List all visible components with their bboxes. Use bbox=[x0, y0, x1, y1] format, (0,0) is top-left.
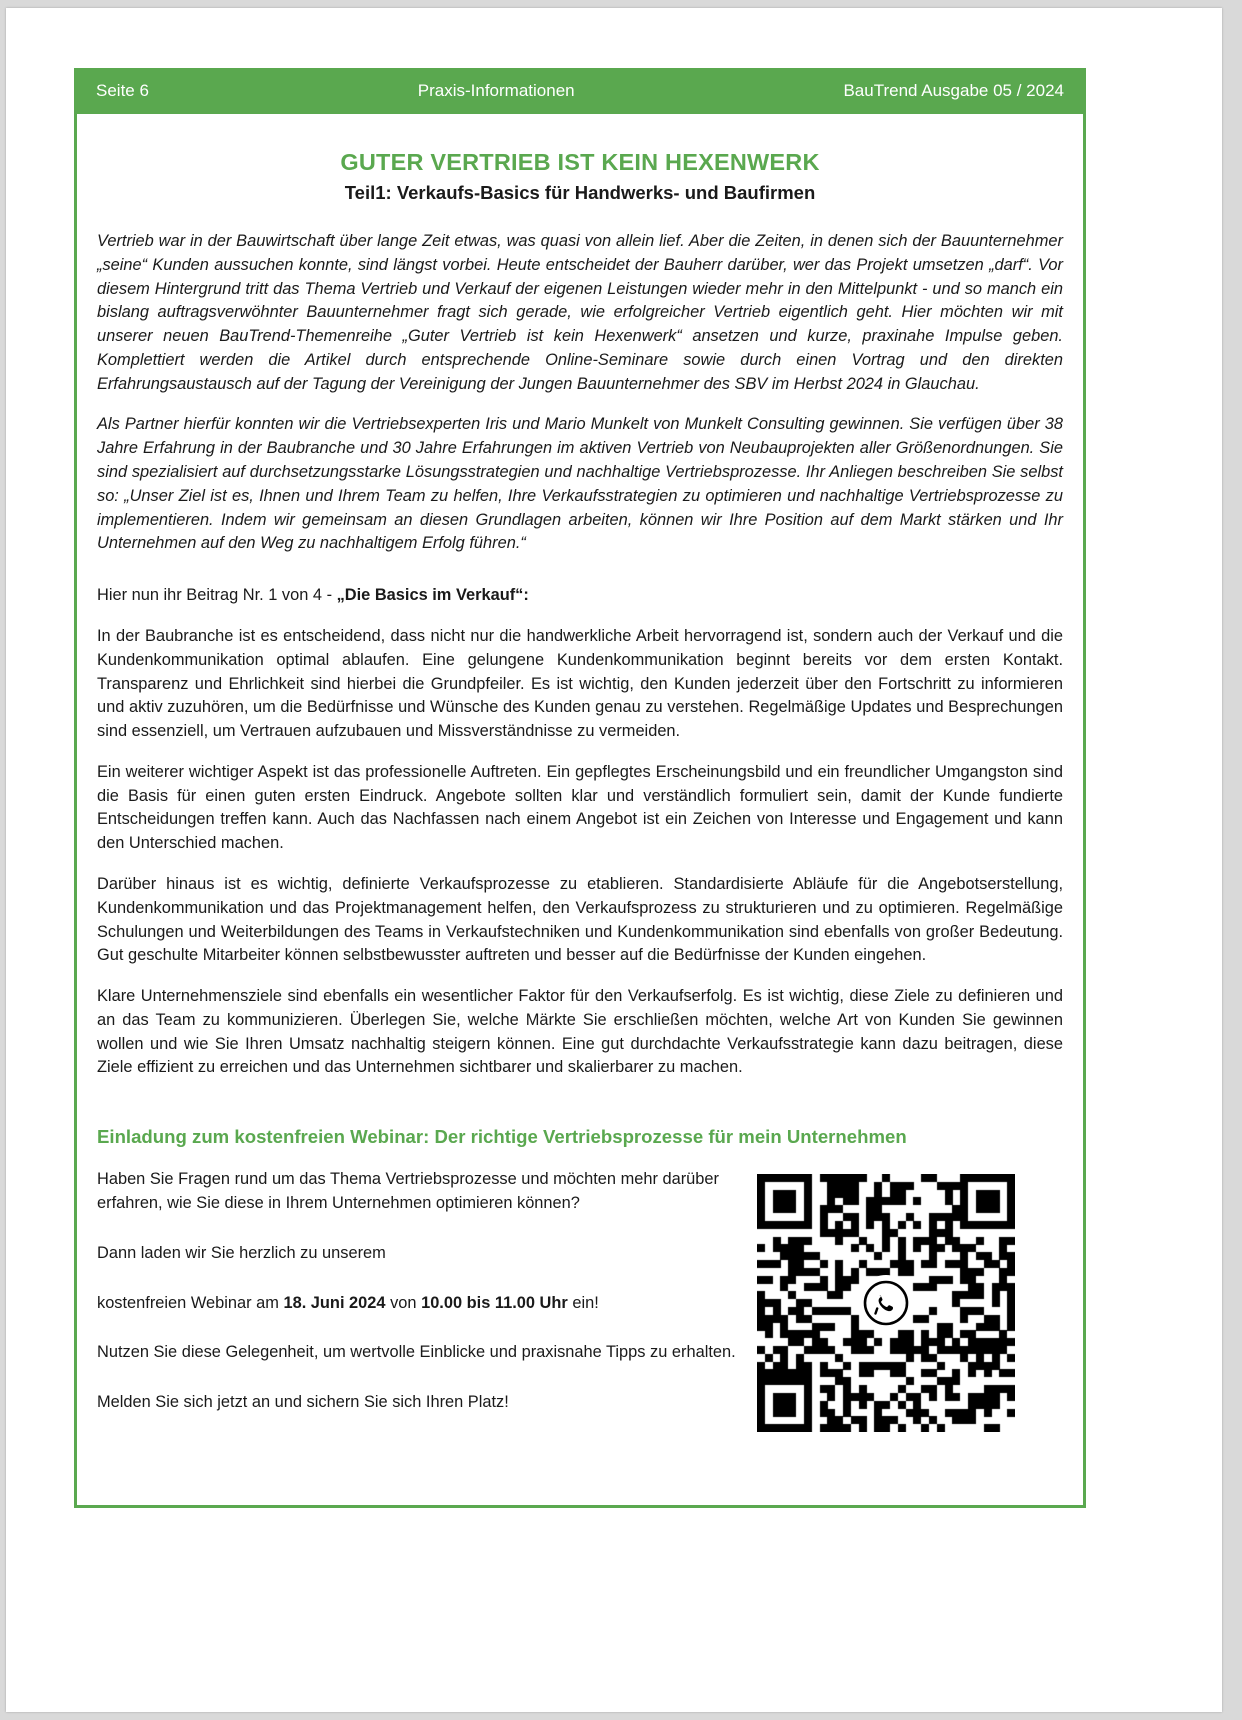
body-paragraph-3: Darüber hinaus ist es wichtig, definierte Verkaufsprozesse zu etablieren. Standardisierte Abläufe für die Angebotserstellung, Kundenkommunikation und das Projektmanagement helfen, den Verkaufsprozess zu strukturieren und zu optimieren. Regelmäßige Schulungen und Weiterbildungen des Teams in Verkaufstechniken und Kundenkommunikation sind ebenfalls von großer Bedeutung. Gut geschulte Mitarbeiter können selbstbewusster auftreten und besser auf die Bedürfnisse der Kunden eingehen. bbox=[97, 874, 1063, 965]
header-issue: BauTrend Ausgabe 05 / 2024 bbox=[843, 81, 1064, 100]
page-title: GUTER VERTRIEB IST KEIN HEXENWERK bbox=[340, 149, 820, 175]
qr-code[interactable] bbox=[757, 1174, 1015, 1432]
document-sheet bbox=[6, 8, 1222, 1712]
whatsapp-icon bbox=[858, 1275, 914, 1331]
intro-paragraph-2: Als Partner hierfür konnten wir die Vertriebsexperten Iris und Mario Munkelt von Munkelt Consulting gewinnen. Sie verfügen über 38 Jahre Erfahrung in der Baubranche und 30 Jahre Erfahrungen im aktiven Vertrieb von Neubauprojekten aller Größenordnungen. Sie sind spezialisiert auf durchsetzungsstarke Lösungsstrategien und nachhaltige Vertriebsprozesse. Ihr Anliegen beschreiben Sie selbst so: „Unser Ziel ist es, Ihnen und Ihrem Team zu helfen, Ihre Verkaufsstrategien zu optimieren und nachhaltige Vertriebsprozesse zu implementieren. Indem wir gemeinsam an diesen Grundlagen arbeiten, können wir Ihre Position auf dem Markt stärken und Ihr Unternehmen auf den Weg zu nachhaltigem Erfolg führen.“ bbox=[97, 415, 1063, 553]
webinar-text bbox=[97, 1168, 737, 1441]
webinar-line-3-mid: von bbox=[385, 1293, 422, 1312]
webinar-time: 10.00 bis 11.00 Uhr bbox=[421, 1293, 568, 1312]
webinar-block bbox=[97, 1168, 1063, 1441]
beitrag-title: „Die Basics im Verkauf“: bbox=[336, 586, 529, 605]
webinar-line-3 bbox=[97, 1292, 737, 1316]
webinar-line-3-suffix: ein! bbox=[567, 1293, 599, 1312]
article-content bbox=[77, 117, 1083, 1441]
body-paragraph-1: In der Baubranche ist es entscheidend, dass nicht nur die handwerkliche Arbeit hervorragend ist, sondern auch der Verkauf und die Kundenkommunikation optimal ablaufen. Eine gelungene Kundenkommunikation beginnt bereits vor dem ersten Kontakt. Transparenz und Ehrlichkeit sind hierbei die Grundpfeiler. Es ist wichtig, den Kunden jederzeit über den Fortschritt zu informieren und aktiv zuzuhören, um die Bedürfnisse und Wünsche des Kunden genau zu verstehen. Regelmäßige Updates und Besprechungen sind essenziell, um Vertrauen aufzubauen und Missverständnisse zu vermeiden. bbox=[97, 626, 1063, 741]
intro-paragraph-1: Vertrieb war in der Bauwirtschaft über lange Zeit etwas, was quasi von allein lief. Aber die Zeiten, in denen sich der Bauunternehmer „seine“ Kunden aussuchen konnte, sind längst vorbei. Heute entscheidet der Bauherr darüber, wer das Projekt umsetzen „darf“. Vor diesem Hintergrund tritt das Thema Vertrieb und Verkauf der eigenen Leistungen wieder mehr in den Mittelpunkt - und so manch ein bislang auftragsverwöhnter Bauunternehmer fragt sich gerade, wie erfolgreicher Vertrieb eigentlich geht. Hier möchten wir mit unserer neuen BauTrend-Themenreihe „Guter Vertrieb ist kein Hexenwerk“ ansetzen und kurze, praxinahe Impulse geben. Komplettiert werden die Artikel durch entsprechende Online-Seminare sowie durch einen Vortrag und den direkten Erfahrungsaustausch auf der Tagung der Vereinigung der Jungen Bauunternehmer des SBV im Herbst 2024 in Glauchau. bbox=[97, 232, 1063, 393]
header-section-title: Praxis-Informationen bbox=[417, 81, 575, 100]
page-header bbox=[74, 68, 1086, 114]
webinar-line-1: Haben Sie Fragen rund um das Thema Vertriebsprozesse und möchten mehr darüber erfahren, wie Sie diese in Ihrem Unternehmen optimieren können? bbox=[97, 1170, 719, 1212]
beitrag-prefix: Hier nun ihr Beitrag Nr. 1 von 4 - bbox=[97, 586, 337, 605]
article-frame bbox=[74, 68, 1086, 1508]
webinar-line-3-prefix: kostenfreien Webinar am bbox=[97, 1293, 284, 1312]
webinar-line-4: Nutzen Sie diese Gelegenheit, um wertvolle Einblicke und praxisnahe Tipps zu erhalten. bbox=[97, 1343, 736, 1362]
header-page-number: Seite 6 bbox=[96, 81, 149, 100]
webinar-date: 18. Juni 2024 bbox=[283, 1293, 386, 1312]
page-subtitle: Teil1: Verkaufs-Basics für Handwerks- und Baufirmen bbox=[344, 182, 816, 203]
body-paragraph-4: Klare Unternehmensziele sind ebenfalls ein wesentlicher Faktor für den Verkaufserfolg. Es ist wichtig, diese Ziele zu definieren und an das Team zu kommunizieren. Überlegen Sie, welche Märkte Sie erschließen möchten, welche Art von Kunden Sie gewinnen wollen und wie Sie Ihren Umsatz nachhaltig steigern können. Eine gut durchdachte Verkaufsstrategie kann dazu beitragen, diese Ziele effizient zu erreichen und das Unternehmen sichtbarer und skalierbarer zu machen. bbox=[97, 987, 1063, 1077]
webinar-line-5: Melden Sie sich jetzt an und sichern Sie sich Ihren Platz! bbox=[97, 1393, 509, 1412]
webinar-line-2: Dann laden wir Sie herzlich zu unserem bbox=[97, 1243, 386, 1262]
webinar-heading: Einladung zum kostenfreien Webinar: Der richtige Vertriebsprozesse für mein Unternehmen bbox=[97, 1126, 907, 1148]
body-paragraph-2: Ein weiterer wichtiger Aspekt ist das professionelle Auftreten. Ein gepflegtes Erscheinungsbild und ein freundlicher Umgangston sind die Basis für einen guten ersten Eindruck. Angebote sollten klar und verständlich formuliert sein, damit der Kunde fundierte Entscheidungen treffen kann. Auch das Nachfassen nach einem Angebot ist ein Zeichen von Interesse und Engagement und kann den Unterschied machen. bbox=[97, 762, 1063, 853]
beitrag-line bbox=[97, 584, 1063, 608]
